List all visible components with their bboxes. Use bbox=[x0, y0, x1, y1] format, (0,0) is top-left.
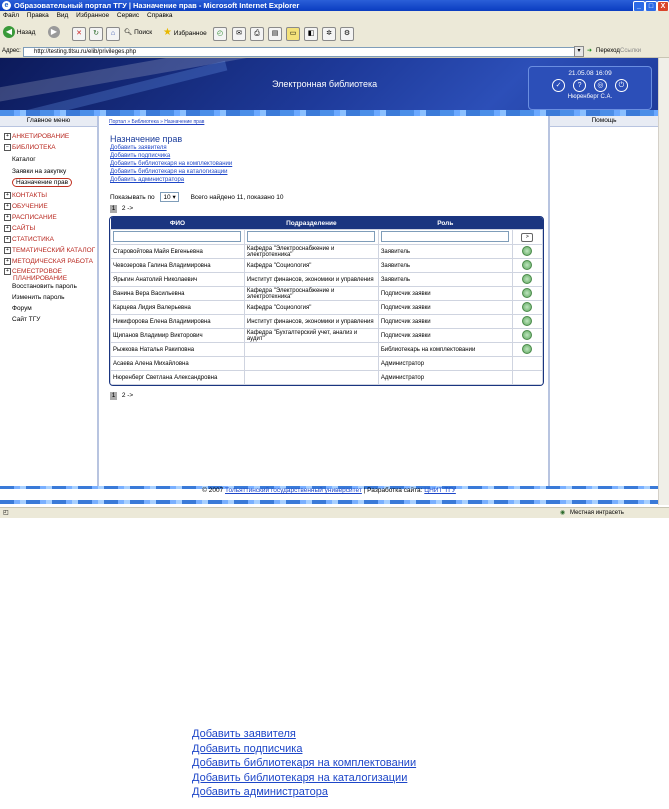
research-icon[interactable]: ✲ bbox=[322, 27, 336, 41]
expand-icon[interactable]: + bbox=[4, 268, 11, 275]
forward-button[interactable] bbox=[48, 26, 60, 40]
star-icon: ★ bbox=[163, 27, 172, 38]
menu-item-library[interactable]: − БИБЛИОТЕКА bbox=[4, 144, 56, 151]
cell-role: Заявитель bbox=[378, 273, 512, 287]
developer-link[interactable]: ЦНИТ ТГУ bbox=[424, 487, 456, 494]
window-titlebar bbox=[0, 0, 669, 11]
menu-edit[interactable]: Правка bbox=[26, 12, 49, 19]
table-row bbox=[111, 273, 543, 287]
cell-role: Библиотекарь на комплектовании bbox=[378, 343, 512, 357]
page-title: Назначение прав bbox=[110, 134, 183, 144]
cell-department bbox=[244, 357, 378, 371]
menubar bbox=[0, 11, 669, 21]
cell-department bbox=[244, 371, 378, 385]
table-row bbox=[111, 371, 543, 385]
column-header-department: Подразделение bbox=[244, 217, 378, 230]
pager-next-arrow[interactable]: -> bbox=[127, 205, 134, 212]
expand-icon[interactable]: + bbox=[4, 258, 11, 265]
cell-department: Институт финансов, экономики и управления bbox=[244, 315, 378, 329]
favorites-button[interactable] bbox=[163, 26, 207, 40]
refresh-icon[interactable]: ↻ bbox=[89, 27, 103, 41]
menu-item-education[interactable]: + ОБУЧЕНИЕ bbox=[4, 203, 48, 210]
filter-role-input[interactable] bbox=[381, 231, 509, 242]
back-button[interactable] bbox=[3, 26, 35, 40]
menu-item-purchase-requests[interactable]: Заявки на закупку bbox=[12, 168, 67, 175]
cell-department: Кафедра "Социология" bbox=[244, 301, 378, 315]
cell-department: Институт финансов, экономики и управления bbox=[244, 273, 378, 287]
cell-role: Подписчик заявки bbox=[378, 301, 512, 315]
expand-icon[interactable]: + bbox=[4, 225, 11, 232]
cell-role: Администратор bbox=[378, 357, 512, 371]
user-name: Нюренберг С.А. bbox=[567, 94, 613, 100]
power-icon[interactable]: ⏻ bbox=[615, 79, 628, 92]
table-row bbox=[111, 259, 543, 273]
cell-role: Подписчик заявки bbox=[378, 329, 512, 343]
menu-item-restore-password[interactable]: Восстановить пароль bbox=[12, 283, 77, 290]
found-count: Всего найдено 11, показано 10 bbox=[190, 194, 284, 201]
cell-action bbox=[512, 287, 542, 301]
edit-page-icon[interactable]: ▤ bbox=[268, 27, 282, 41]
window-title: Образовательный портал ТГУ | Назначение прав - Microsoft Internet Explorer bbox=[14, 1, 300, 10]
minimize-button[interactable]: _ bbox=[633, 1, 645, 12]
add-subscriber-link[interactable]: Добавить подписчика bbox=[110, 153, 171, 159]
cell-role: Администратор bbox=[378, 371, 512, 385]
expand-icon[interactable]: + bbox=[4, 192, 11, 199]
datetime: 21.05.08 16:09 bbox=[568, 70, 612, 77]
cell-name: Ярыгин Анатолий Николаевич bbox=[111, 273, 245, 287]
expand-icon[interactable]: + bbox=[4, 247, 11, 254]
cell-name: Щипанов Владимир Викторович bbox=[111, 329, 245, 343]
cell-name: Старовойтова Майя Евгеньевна bbox=[111, 245, 245, 259]
edit-icon[interactable] bbox=[522, 246, 532, 256]
menu-item-methodical-work[interactable]: + МЕТОДИЧЕСКАЯ РАБОТА bbox=[4, 258, 93, 265]
settings-icon[interactable]: ◎ bbox=[594, 79, 607, 92]
per-page-label: Показывать по bbox=[110, 194, 155, 201]
rights-table bbox=[109, 216, 544, 386]
column-header-role: Роль bbox=[378, 217, 512, 230]
help-panel-header: Помощь bbox=[550, 116, 658, 127]
cell-action bbox=[512, 273, 542, 287]
messenger-icon[interactable]: ◧ bbox=[304, 27, 318, 41]
close-button[interactable]: X bbox=[657, 1, 669, 12]
print-icon[interactable]: ⎙ bbox=[250, 27, 264, 41]
cell-action bbox=[512, 301, 542, 315]
edit-icon[interactable] bbox=[522, 344, 532, 354]
table-row bbox=[111, 343, 543, 357]
cell-name: Никифорова Елена Владимировна bbox=[111, 315, 245, 329]
forward-arrow-icon: ▶ bbox=[48, 26, 60, 38]
help-panel bbox=[548, 116, 658, 486]
cell-role: Заявитель bbox=[378, 245, 512, 259]
toolbar bbox=[0, 21, 669, 47]
menu-item-contacts[interactable]: + КОНТАКТЫ bbox=[4, 192, 47, 199]
add-applicant-link[interactable]: Добавить заявителя bbox=[110, 145, 167, 151]
menu-item-forum[interactable]: Форум bbox=[12, 305, 32, 312]
menu-item-thematic-catalog[interactable]: + ТЕМАТИЧЕСКИЙ КАТАЛОГ bbox=[4, 247, 95, 254]
cell-action bbox=[512, 315, 542, 329]
edit-icon[interactable] bbox=[522, 288, 532, 298]
per-page-control bbox=[110, 192, 284, 202]
history-icon[interactable]: ◴ bbox=[213, 27, 227, 41]
portal-title: Электронная библиотека bbox=[272, 79, 378, 89]
collapse-icon[interactable]: − bbox=[4, 144, 11, 151]
pager-top bbox=[110, 205, 133, 213]
pager-page-2[interactable]: 2 bbox=[121, 205, 126, 212]
table-row bbox=[111, 301, 543, 315]
menu-item-change-password[interactable]: Изменить пароль bbox=[12, 294, 65, 301]
home-icon[interactable]: ⌂ bbox=[106, 27, 120, 41]
main-content bbox=[106, 116, 542, 486]
copyright-year: © 2007 bbox=[202, 487, 224, 494]
portal-banner bbox=[0, 58, 658, 116]
edit-icon[interactable] bbox=[522, 274, 532, 284]
cell-action bbox=[512, 329, 542, 343]
menu-help[interactable]: Справка bbox=[147, 12, 173, 19]
enlarged-add-acquisition-librarian-link[interactable]: Добавить библиотекаря на комплектовании bbox=[192, 757, 417, 769]
pager-next-arrow[interactable]: -> bbox=[127, 392, 134, 399]
breadcrumb[interactable]: Портал » Библиотека » Назначение прав bbox=[109, 119, 205, 125]
back-label: Назад bbox=[16, 29, 36, 36]
search-button[interactable] bbox=[124, 26, 152, 40]
menu-item-tsu-site[interactable]: Сайт ТГУ bbox=[12, 316, 41, 323]
cell-department: Кафедра "Электроснабжение и электротехника" bbox=[244, 245, 378, 259]
links-button[interactable]: Ссылки bbox=[620, 48, 642, 54]
menu-item-schedule[interactable]: + РАСПИСАНИЕ bbox=[4, 214, 57, 221]
back-arrow-icon: ◀ bbox=[3, 26, 15, 38]
cell-role: Подписчик заявки bbox=[378, 287, 512, 301]
filter-name-input[interactable] bbox=[113, 231, 241, 242]
address-label: Адрес: bbox=[2, 48, 21, 54]
user-box bbox=[528, 66, 652, 110]
column-header-name: ФИО bbox=[111, 217, 245, 230]
footer-stripe-bottom bbox=[0, 500, 658, 504]
cell-department: Кафедра "Социология" bbox=[244, 259, 378, 273]
cell-action bbox=[512, 371, 542, 385]
expand-icon[interactable]: + bbox=[4, 214, 11, 221]
expand-icon[interactable]: + bbox=[4, 133, 11, 140]
expand-icon[interactable]: + bbox=[4, 203, 11, 210]
main-menu-header: Главное меню bbox=[0, 116, 97, 127]
menu-item-statistics[interactable]: + СТАТИСТИКА bbox=[4, 236, 54, 243]
menu-favorites[interactable]: Избранное bbox=[76, 12, 110, 19]
page-status-icon: ◰ bbox=[3, 510, 9, 516]
enlarged-add-applicant-link[interactable]: Добавить заявителя bbox=[192, 728, 296, 740]
expand-icon[interactable]: + bbox=[4, 236, 11, 243]
tools-icon[interactable]: ⚙ bbox=[340, 27, 354, 41]
cell-name: Чевозерова Галина Владимировна bbox=[111, 259, 245, 273]
cell-department: Кафедра "Бухгалтерский учет, анализ и аудит" bbox=[244, 329, 378, 343]
folder-icon[interactable]: ▭ bbox=[286, 27, 300, 41]
cell-action bbox=[512, 259, 542, 273]
search-label: Поиск bbox=[134, 29, 153, 36]
cell-department bbox=[244, 343, 378, 357]
cell-role: Заявитель bbox=[378, 259, 512, 273]
cell-name: Асаева Алена Михайловна bbox=[111, 357, 245, 371]
help-icon[interactable]: ? bbox=[573, 79, 586, 92]
maximize-button[interactable]: □ bbox=[645, 1, 657, 12]
cell-action bbox=[512, 343, 542, 357]
add-acquisition-librarian-link[interactable]: Добавить библиотекаря на комплектовании bbox=[110, 161, 233, 167]
address-input[interactable]: http://testing.tltsu.ru/elib/privileges.php bbox=[23, 47, 583, 57]
intranet-icon: ◉ bbox=[560, 510, 566, 516]
per-page-select[interactable]: 10 ▾ bbox=[160, 192, 178, 202]
check-icon[interactable]: ✓ bbox=[552, 79, 565, 92]
pager-current-page: 1 bbox=[111, 205, 116, 212]
enlarged-add-cataloging-librarian-link[interactable]: Добавить библиотекаря на каталогизации bbox=[192, 771, 408, 784]
cell-role: Подписчик заявки bbox=[378, 315, 512, 329]
menu-item-semester-planning[interactable]: + СЕМЕСТРОВОЕ ПЛАНИРОВАНИЕ bbox=[4, 268, 67, 282]
university-link[interactable]: Тольяттинский государственный университет bbox=[225, 487, 362, 494]
menu-item-sites[interactable]: + САЙТЫ bbox=[4, 225, 35, 232]
table-row bbox=[111, 329, 543, 343]
cell-name: Ванина Вера Васильевна bbox=[111, 287, 245, 301]
filter-department-input[interactable] bbox=[247, 231, 375, 242]
pager-page-2[interactable]: 2 bbox=[121, 392, 126, 399]
menu-item-rights-assignment[interactable]: Назначение прав bbox=[12, 178, 72, 187]
cell-name: Рыжкова Наталья Ракиповна bbox=[111, 343, 245, 357]
ie-logo-icon: e bbox=[2, 1, 11, 10]
edit-icon[interactable] bbox=[522, 302, 532, 312]
window-scrollbar[interactable] bbox=[658, 58, 669, 505]
mail-icon[interactable]: ✉ bbox=[232, 27, 246, 41]
enlarged-add-administrator-link[interactable]: Добавить администратора bbox=[192, 786, 328, 798]
table-row bbox=[111, 245, 543, 259]
table-row bbox=[111, 287, 543, 301]
menu-item-questionnaire[interactable]: + АНКЕТИРОВАНИЕ bbox=[4, 133, 69, 140]
table-row bbox=[111, 357, 543, 371]
cell-name: Нюренберг Светлана Александровна bbox=[111, 371, 245, 385]
pager-bottom bbox=[110, 392, 133, 400]
copyright bbox=[0, 487, 658, 494]
addressbar bbox=[0, 46, 669, 58]
search-icon: 🔍︎ bbox=[124, 29, 133, 36]
menu-tools[interactable]: Сервис bbox=[116, 12, 140, 19]
statusbar bbox=[0, 507, 669, 518]
main-menu bbox=[0, 116, 99, 486]
enlarged-links bbox=[192, 727, 416, 800]
go-button[interactable]: Переход bbox=[596, 48, 620, 54]
edit-icon[interactable] bbox=[522, 260, 532, 270]
go-arrow-icon: ➜ bbox=[587, 48, 593, 54]
pager-current-page: 1 bbox=[111, 392, 116, 399]
stop-icon[interactable]: ✕ bbox=[72, 27, 86, 41]
add-administrator-link[interactable]: Добавить администратора bbox=[110, 177, 185, 183]
table-row bbox=[111, 315, 543, 329]
filter-apply-button[interactable]: > bbox=[521, 233, 533, 242]
menu-file[interactable]: Файл bbox=[3, 12, 19, 19]
add-cataloging-librarian-link[interactable]: Добавить библиотекаря на каталогизации bbox=[110, 169, 228, 175]
menu-item-catalog[interactable]: Каталог bbox=[12, 156, 36, 163]
cell-name: Карцева Лидия Валерьевна bbox=[111, 301, 245, 315]
filter-row bbox=[111, 230, 543, 245]
chevron-down-icon[interactable]: ▾ bbox=[574, 46, 584, 57]
security-zone: Местная интрасеть bbox=[570, 510, 624, 516]
developer-label: | Разработка сайта: bbox=[363, 487, 423, 494]
enlarged-add-subscriber-link[interactable]: Добавить подписчика bbox=[192, 742, 303, 755]
favorites-label: Избранное bbox=[173, 30, 207, 37]
cell-action bbox=[512, 357, 542, 371]
cell-department: Кафедра "Электроснабжение и электротехника" bbox=[244, 287, 378, 301]
menu-view[interactable]: Вид bbox=[56, 12, 69, 19]
edit-icon[interactable] bbox=[522, 316, 532, 326]
edit-icon[interactable] bbox=[522, 330, 532, 340]
cell-action bbox=[512, 245, 542, 259]
